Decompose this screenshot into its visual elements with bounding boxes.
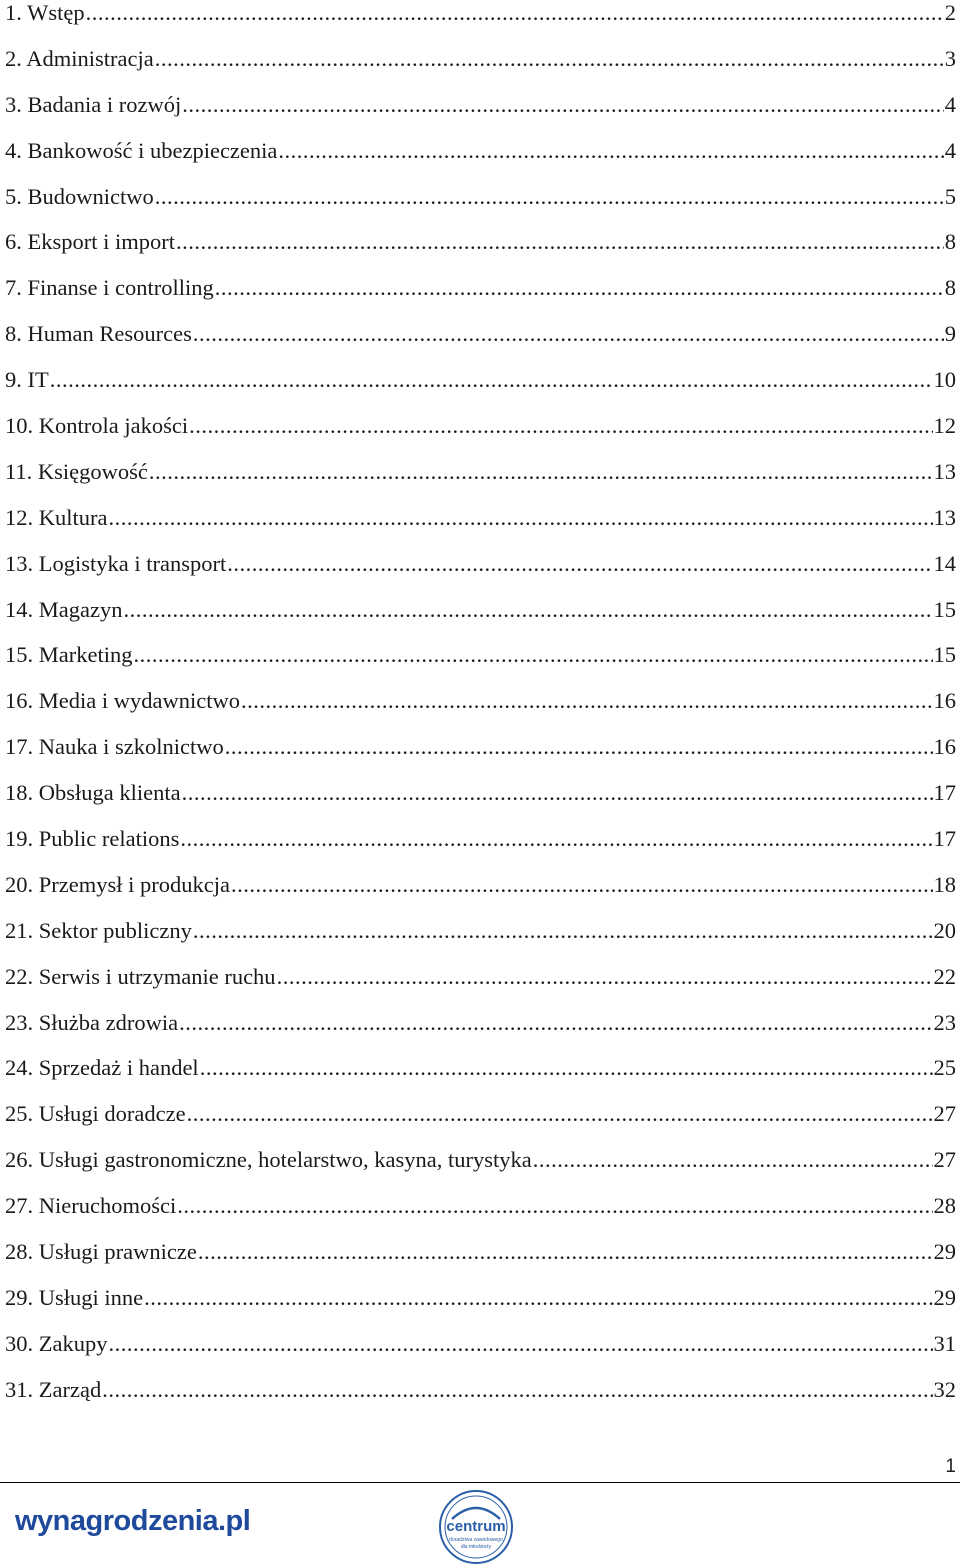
toc-entry[interactable] [5,1147,956,1193]
toc-dot-leader [182,92,944,118]
toc-entry-page: 22 [933,963,956,989]
toc-entry[interactable] [5,1239,956,1285]
toc-entry[interactable] [5,734,956,780]
toc-entry-page: 15 [933,642,956,668]
toc-entry-title: 7. Finanse i controlling [5,275,214,301]
toc-entry-title: 29. Usługi inne [5,1284,144,1310]
toc-entry-page: 25 [933,1055,956,1081]
toc-entry[interactable] [5,1101,956,1147]
toc-entry[interactable] [5,1193,956,1239]
toc-entry-page: 16 [933,688,956,714]
toc-entry[interactable] [5,964,956,1010]
toc-entry-title: 4. Bankowość i ubezpieczenia [5,137,278,163]
toc-dot-leader [277,964,933,990]
footer-divider [0,1482,960,1483]
toc-entry-title: 12. Kultura [5,504,108,530]
toc-dot-leader [50,367,933,393]
toc-entry-title: 9. IT [5,367,49,393]
toc-entry-title: 5. Budownictwo [5,183,154,209]
toc-entry[interactable] [5,826,956,872]
toc-entry-page: 20 [933,917,956,943]
toc-entry-title: 11. Księgowość [5,458,148,484]
toc-entry[interactable] [5,505,956,551]
toc-entry-page: 29 [933,1239,956,1265]
toc-entry-title: 20. Przemysł i produkcja [5,871,230,897]
toc-entry[interactable] [5,184,956,230]
toc-entry-page: 27 [933,1147,956,1173]
toc-entry-title: 13. Logistyka i transport [5,550,227,576]
toc-entry-page: 3 [944,45,956,71]
toc-dot-leader [189,413,932,439]
toc-entry-page: 8 [944,229,956,255]
toc-dot-leader [193,918,933,944]
toc-entry-title: 10. Kontrola jakości [5,413,189,439]
toc-entry-title: 19. Public relations [5,826,180,852]
toc-entry[interactable] [5,1331,956,1377]
toc-entry-page: 12 [933,413,956,439]
toc-entry[interactable] [5,1377,956,1423]
toc-dot-leader [231,872,933,898]
toc-entry-page: 17 [933,826,956,852]
toc-entry-page: 4 [944,137,956,163]
toc-entry-page: 8 [944,275,956,301]
toc-entry[interactable] [5,642,956,688]
toc-entry-title: 31. Zarząd [5,1376,102,1402]
toc-entry-title: 25. Usługi doradcze [5,1101,186,1127]
toc-dot-leader [215,275,944,301]
toc-entry-page: 32 [933,1376,956,1402]
toc-entry-page: 15 [933,596,956,622]
toc-dot-leader [149,459,933,485]
toc-entry[interactable] [5,872,956,918]
toc-entry-title: 22. Serwis i utrzymanie ruchu [5,963,276,989]
toc-entry[interactable] [5,0,956,46]
toc-entry-page: 14 [933,550,956,576]
seal-caption: dla młodzieży [460,1544,492,1550]
toc-dot-leader [108,505,932,531]
toc-entry-title: 24. Sprzedaż i handel [5,1055,199,1081]
toc-entry[interactable] [5,1055,956,1101]
toc-dot-leader [180,826,932,852]
toc-dot-leader [155,184,944,210]
toc-dot-leader [227,551,932,577]
toc-dot-leader [108,1331,932,1357]
toc-entry-page: 13 [933,458,956,484]
seal-subtitle: doradztwa zawodowego [449,1537,503,1543]
toc-entry-title: 2. Administracja [5,45,154,71]
toc-entry-title: 27. Nieruchomości [5,1193,177,1219]
toc-entry-title: 30. Zakupy [5,1330,108,1356]
toc-dot-leader [198,1239,933,1265]
toc-entry-page: 5 [944,183,956,209]
toc-entry-title: 21. Sektor publiczny [5,917,192,943]
toc-entry-page: 28 [933,1193,956,1219]
centrum-logo-icon [438,1489,514,1565]
toc-entry[interactable] [5,321,956,367]
toc-entry-title: 28. Usługi prawnicze [5,1239,197,1265]
toc-entry[interactable] [5,92,956,138]
toc-entry[interactable] [5,275,956,321]
toc-dot-leader [123,597,932,623]
wynagrodzenia-logo: wynagrodzenia.pl [15,1505,251,1537]
toc-entry-title: 26. Usługi gastronomiczne, hotelarstwo, kasyna, turystyka [5,1147,532,1173]
toc-dot-leader [144,1285,932,1311]
toc-entry[interactable] [5,688,956,734]
toc-entry[interactable] [5,780,956,826]
toc-entry-page: 4 [944,91,956,117]
toc-dot-leader [241,688,933,714]
toc-entry-page: 27 [933,1101,956,1127]
toc-entry-title: 1. Wstęp [5,0,85,25]
toc-dot-leader [182,780,933,806]
toc-entry-page: 13 [933,504,956,530]
toc-entry-page: 9 [944,321,956,347]
toc-dot-leader [193,321,944,347]
toc-entry-title: 14. Magazyn [5,596,123,622]
toc-entry[interactable] [5,459,956,505]
toc-entry[interactable] [5,229,956,275]
toc-entry-title: 18. Obsługa klienta [5,780,181,806]
toc-dot-leader [179,1010,932,1036]
toc-dot-leader [102,1377,932,1403]
toc-entry-title: 23. Służba zdrowia [5,1009,179,1035]
toc-entry-title: 6. Eksport i import [5,229,175,255]
toc-entry-page: 29 [933,1284,956,1310]
toc-dot-leader [225,734,933,760]
toc-entry[interactable] [5,918,956,964]
toc-dot-leader [155,46,944,72]
toc-entry-title: 8. Human Resources [5,321,192,347]
seal-title: centrum [446,1518,506,1535]
toc-entry[interactable] [5,551,956,597]
toc-entry-page: 18 [933,871,956,897]
toc-entry-title: 16. Media i wydawnictwo [5,688,240,714]
toc-entry[interactable] [5,1285,956,1331]
toc-entry-page: 31 [933,1330,956,1356]
toc-entry-page: 16 [933,734,956,760]
toc-entry-title: 17. Nauka i szkolnictwo [5,734,224,760]
toc-dot-leader [86,0,944,26]
toc-dot-leader [278,138,943,164]
toc-entry-page: 10 [933,367,956,393]
toc-entry-page: 17 [933,780,956,806]
toc-entry[interactable] [5,597,956,643]
toc-dot-leader [133,642,932,668]
table-of-contents [5,0,956,1423]
toc-dot-leader [533,1147,933,1173]
toc-entry[interactable] [5,46,956,92]
toc-entry-page: 2 [944,0,956,25]
toc-entry[interactable] [5,138,956,184]
toc-dot-leader [200,1055,933,1081]
page-number: 1 [945,1456,956,1477]
toc-dot-leader [187,1101,933,1127]
toc-entry-page: 23 [933,1009,956,1035]
toc-entry[interactable] [5,1010,956,1056]
toc-dot-leader [177,1193,932,1219]
toc-entry-title: 3. Badania i rozwój [5,91,182,117]
toc-dot-leader [176,229,944,255]
toc-entry-title: 15. Marketing [5,642,133,668]
toc-entry[interactable] [5,367,956,413]
toc-entry[interactable] [5,413,956,459]
